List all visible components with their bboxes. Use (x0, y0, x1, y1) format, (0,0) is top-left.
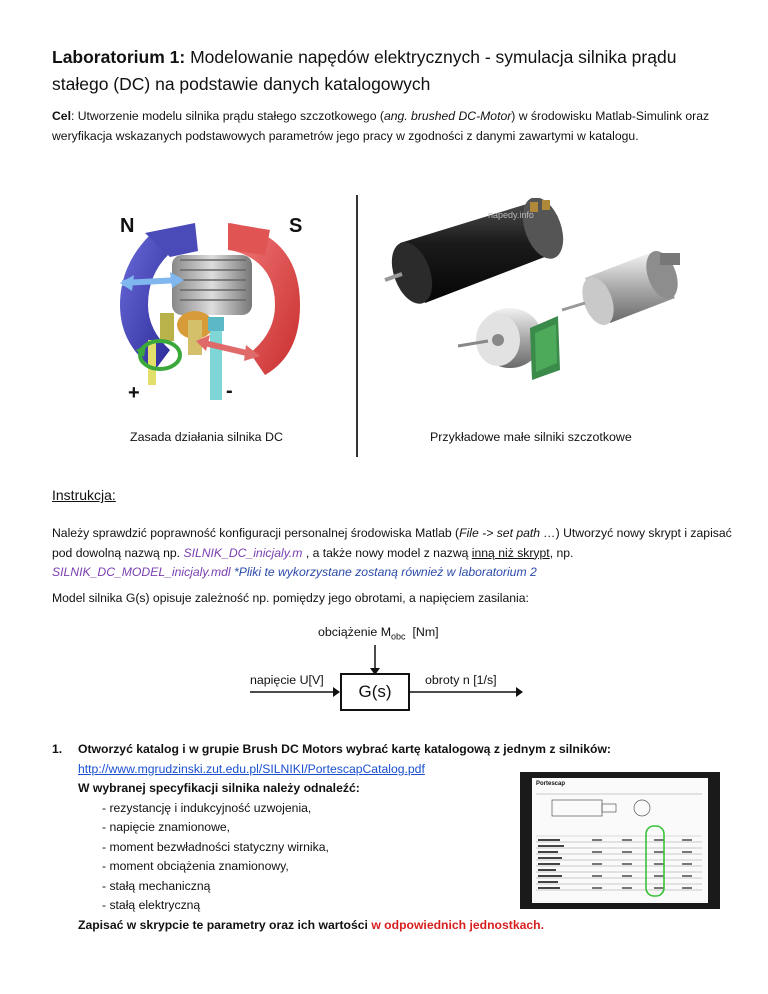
small-motors-photo (380, 198, 710, 393)
instruction-paragraph (52, 524, 732, 583)
left-figure-caption: Zasada działania silnika DC (130, 430, 283, 444)
transfer-function-block: G(s) (340, 673, 410, 711)
save-units-highlight: w odpowiednich jednostkach. (371, 918, 544, 932)
plus-terminal-label: + (128, 382, 140, 404)
photo-watermark: napedy.info (488, 210, 534, 220)
minus-terminal-label: - (226, 380, 233, 402)
catalog-content (532, 778, 708, 903)
task-1 (52, 740, 611, 916)
goal-text1: : Utworzenie modelu silnika prądu stałego szczotkowego ( (70, 109, 384, 123)
model-filename: SILNIK_DC_MODEL_inicjaly.mdl (52, 565, 231, 579)
files-note: *Pliki te wykorzystane zostaną również w laboratorium 2 (230, 565, 537, 579)
p1-set-path: File -> set path … (459, 526, 556, 540)
catalog-page-thumbnail (520, 772, 720, 909)
p1-c: ) Utworzyć nowy skrypt i zapisać pod dowolną nazwą np. (52, 526, 732, 560)
pole-s-label: S (289, 215, 303, 237)
load-unit: [Nm] (412, 625, 439, 639)
right-figure-caption: Przykładowe małe silniki szczotkowe (430, 430, 632, 444)
list-item: - rezystancję i indukcyjność uzwojenia, (102, 800, 312, 815)
load-label (318, 625, 439, 641)
p1-underline: inną niż skrypt (471, 545, 550, 560)
goal-paragraph (52, 107, 722, 146)
list-item: - moment bezwładności statyczny wirnika, (102, 839, 329, 854)
figure-divider (356, 195, 358, 457)
pole-n-label: N (120, 215, 135, 237)
title-bold: Laboratorium 1: (52, 47, 186, 67)
load-symbol: M (380, 625, 392, 639)
task-number: 1. (52, 742, 63, 756)
task-subheading: W wybranej specyfikacji silnika należy odnaleźć: (78, 781, 360, 795)
instruction-heading: Instrukcja: (52, 487, 116, 503)
task-heading: Otworzyć katalog i w grupie Brush DC Motors wybrać kartę katalogową z jednym z silników: (78, 742, 611, 756)
p1-d: , a także nowy model z nazwą (302, 545, 472, 560)
save-text: Zapisać w skrypcie te parametry oraz ich wartości (78, 918, 372, 932)
p1-a: Należy sprawdzić poprawność konfiguracji personalnej środowiska Matlab ( (52, 526, 460, 540)
goal-label: Cel (52, 109, 71, 123)
model-description: Model silnika G(s) opisuje zależność np. pomiędzy jego obrotami, a napięciem zasilania: (52, 591, 529, 605)
output-label: obroty n [1/s] (425, 673, 497, 687)
script-filename: SILNIK_DC_inicjaly.m (183, 545, 303, 560)
list-item: - moment obciążenia znamionowy, (102, 859, 289, 873)
title-rest: Modelowanie napędów elektrycznych - symulacja silnika prądu stałego (DC) na podstawie danych katalogowych (52, 47, 677, 94)
goal-text2: ) w środowisku Matlab-Simulink oraz weryfikacja wskazanych podstawowych parametrów jego pracy w zgodności z danymi zawartymi w katalogu. (52, 109, 710, 143)
load-subscript: obc (391, 631, 406, 642)
page-title (52, 44, 732, 98)
goal-italic: ang. brushed DC-Motor (383, 109, 512, 123)
catalog-link[interactable]: http://www.mgrudzinski.zut.edu.pl/SILNIKI/PortescapCatalog.pdf (78, 761, 425, 776)
catalog-brand: Portescap (536, 781, 566, 787)
p1-e: , np. (549, 545, 574, 560)
load-word: obciążenie (318, 625, 378, 639)
list-item: - stałą elektryczną (102, 898, 201, 912)
input-label: napięcie U[V] (250, 673, 324, 687)
highlight-oval (646, 826, 664, 896)
list-item: - napięcie znamionowe, (102, 820, 231, 834)
list-item: - stałą mechaniczną (102, 878, 211, 893)
save-instruction (78, 918, 544, 932)
catalog-page (532, 778, 708, 903)
